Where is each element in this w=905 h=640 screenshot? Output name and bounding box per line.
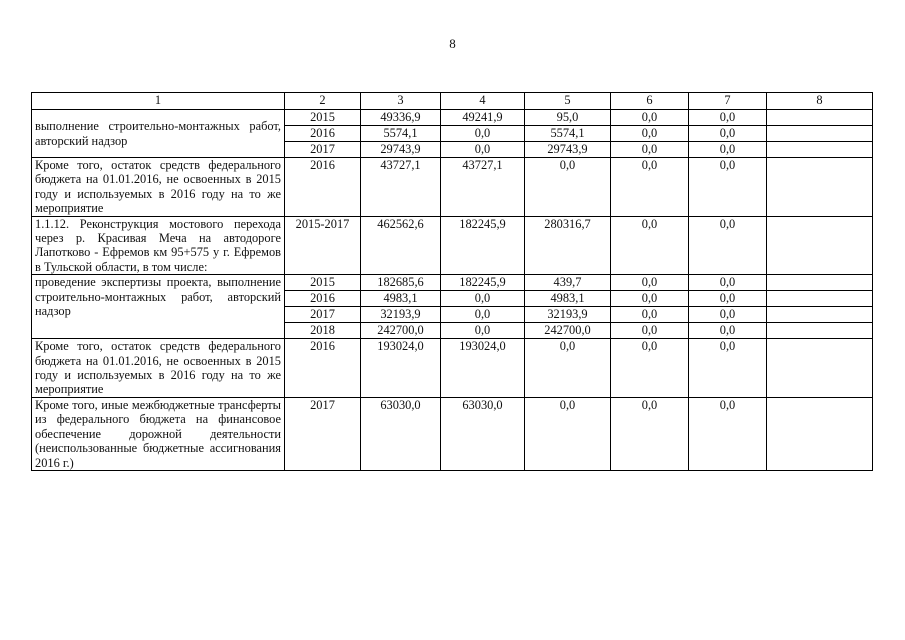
value-cell: 0,0	[611, 307, 689, 323]
year-cell: 2016	[285, 339, 361, 398]
value-cell: 0,0	[611, 397, 689, 470]
table-row	[32, 110, 873, 126]
column-header: 5	[525, 93, 611, 110]
row-description: 1.1.12. Реконструкция мостового перехода через р. Красивая Меча на автодороге Лапотково - Ефремов км 95+575 у г. Ефремов в Тульской области, в том числе:	[32, 216, 285, 275]
value-cell: 0,0	[689, 307, 767, 323]
row-description: Кроме того, иные межбюджетные трансферты из федерального бюджета на финансовое обеспечение дорожной деятельности (неиспользованные бюджетные ассигнования 2016 г.)	[32, 397, 285, 470]
value-cell: 0,0	[611, 323, 689, 339]
row-description: проведение экспертизы проекта, выполнение строительно-монтажных работ, авторский надзор	[32, 275, 285, 339]
value-cell: 95,0	[525, 110, 611, 126]
value-cell: 0,0	[611, 142, 689, 158]
value-cell: 0,0	[689, 142, 767, 158]
column-header: 4	[441, 93, 525, 110]
value-cell: 0,0	[525, 158, 611, 217]
value-cell	[767, 216, 873, 275]
value-cell: 280316,7	[525, 216, 611, 275]
table-row	[32, 339, 873, 398]
year-cell: 2016	[285, 291, 361, 307]
value-cell: 32193,9	[361, 307, 441, 323]
value-cell: 0,0	[689, 126, 767, 142]
value-cell: 0,0	[611, 216, 689, 275]
value-cell	[767, 158, 873, 217]
value-cell: 0,0	[689, 216, 767, 275]
budget-table	[31, 92, 873, 471]
year-cell: 2016	[285, 158, 361, 217]
value-cell: 0,0	[611, 110, 689, 126]
value-cell: 0,0	[441, 126, 525, 142]
value-cell: 193024,0	[361, 339, 441, 398]
value-cell: 0,0	[525, 339, 611, 398]
row-description: Кроме того, остаток средств федерального бюджета на 01.01.2016, не освоенных в 2015 году и используемых в 2016 году на то же мероприятие	[32, 158, 285, 217]
value-cell: 0,0	[441, 323, 525, 339]
value-cell: 63030,0	[361, 397, 441, 470]
column-header: 1	[32, 93, 285, 110]
value-cell: 0,0	[689, 323, 767, 339]
year-cell: 2018	[285, 323, 361, 339]
page-number: 8	[449, 36, 456, 51]
value-cell: 0,0	[611, 291, 689, 307]
value-cell	[767, 397, 873, 470]
value-cell: 4983,1	[525, 291, 611, 307]
value-cell: 462562,6	[361, 216, 441, 275]
value-cell	[767, 339, 873, 398]
value-cell: 182245,9	[441, 216, 525, 275]
value-cell: 43727,1	[441, 158, 525, 217]
value-cell: 0,0	[525, 397, 611, 470]
year-cell: 2016	[285, 126, 361, 142]
value-cell: 0,0	[689, 158, 767, 217]
value-cell: 49336,9	[361, 110, 441, 126]
value-cell: 0,0	[441, 291, 525, 307]
value-cell: 182245,9	[441, 275, 525, 291]
value-cell: 0,0	[611, 158, 689, 217]
value-cell: 63030,0	[441, 397, 525, 470]
year-cell: 2017	[285, 397, 361, 470]
value-cell: 0,0	[441, 142, 525, 158]
value-cell: 5574,1	[361, 126, 441, 142]
value-cell: 5574,1	[525, 126, 611, 142]
value-cell: 4983,1	[361, 291, 441, 307]
value-cell: 193024,0	[441, 339, 525, 398]
year-cell: 2017	[285, 307, 361, 323]
value-cell: 0,0	[689, 339, 767, 398]
table-row	[32, 158, 873, 217]
value-cell: 32193,9	[525, 307, 611, 323]
value-cell: 0,0	[689, 291, 767, 307]
year-cell: 2015-2017	[285, 216, 361, 275]
column-header: 3	[361, 93, 441, 110]
value-cell	[767, 275, 873, 291]
value-cell: 29743,9	[525, 142, 611, 158]
value-cell	[767, 126, 873, 142]
value-cell: 242700,0	[525, 323, 611, 339]
table-header	[32, 93, 873, 110]
column-header: 8	[767, 93, 873, 110]
year-cell: 2015	[285, 275, 361, 291]
table-body	[32, 110, 873, 471]
year-cell: 2015	[285, 110, 361, 126]
row-description: выполнение строительно-монтажных работ, авторский надзор	[32, 110, 285, 158]
value-cell: 439,7	[525, 275, 611, 291]
value-cell: 0,0	[441, 307, 525, 323]
value-cell: 29743,9	[361, 142, 441, 158]
year-cell: 2017	[285, 142, 361, 158]
value-cell: 0,0	[689, 397, 767, 470]
column-header: 6	[611, 93, 689, 110]
value-cell: 0,0	[689, 275, 767, 291]
header-row	[32, 93, 873, 110]
value-cell: 0,0	[611, 275, 689, 291]
table-row	[32, 397, 873, 470]
value-cell: 49241,9	[441, 110, 525, 126]
value-cell	[767, 323, 873, 339]
value-cell: 182685,6	[361, 275, 441, 291]
row-description: Кроме того, остаток средств федерального бюджета на 01.01.2016, не освоенных в 2015 году и используемых в 2016 году на то же мероприятие	[32, 339, 285, 398]
value-cell: 242700,0	[361, 323, 441, 339]
table-row	[32, 275, 873, 291]
value-cell: 43727,1	[361, 158, 441, 217]
column-header: 2	[285, 93, 361, 110]
value-cell: 0,0	[611, 126, 689, 142]
value-cell	[767, 307, 873, 323]
column-header: 7	[689, 93, 767, 110]
table-row	[32, 216, 873, 275]
value-cell	[767, 291, 873, 307]
value-cell: 0,0	[611, 339, 689, 398]
value-cell	[767, 142, 873, 158]
value-cell	[767, 110, 873, 126]
value-cell: 0,0	[689, 110, 767, 126]
